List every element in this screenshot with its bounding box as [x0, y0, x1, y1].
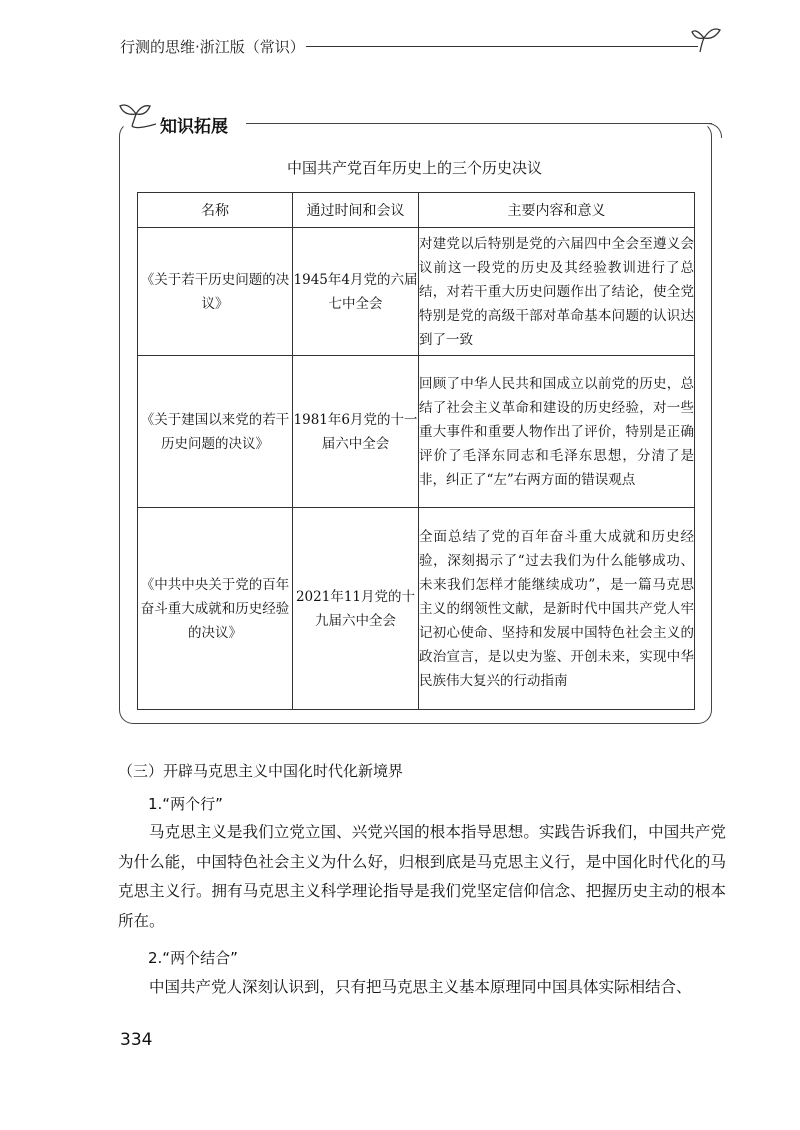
- subheading-two-jiehe: 2.“两个结合”: [148, 949, 238, 967]
- resolution-content: 对建党以后特别是党的六届四中全会至遵义会议前这一段党的历史及其经验教训进行了总结，对若干重大历史问题作出了结论，使全党特别是党的高级干部对革命基本问题的认识达到了一致: [419, 228, 695, 356]
- paragraph-1: 马克思主义是我们立党立国、兴党兴国的根本指导思想。实践告诉我们，中国共产党为什么能，中国特色社会主义为什么好，归根到底是马克思主义行，是中国化时代化的马克思主义行。拥有马克思主义科学理论指导是我们党坚定信仰信念、把握历史主动的根本所在。: [118, 823, 726, 930]
- table-row: [138, 356, 695, 508]
- paragraph-2: 中国共产党人深刻认识到，只有把马克思主义基本原理同中国具体实际相结合、: [149, 978, 692, 996]
- resolution-meeting: 1945年4月党的六届七中全会: [293, 228, 419, 356]
- table-header-row: [138, 193, 695, 228]
- column-header: 名称: [138, 193, 293, 228]
- header-rule: [306, 46, 698, 47]
- page-number: 334: [120, 1030, 153, 1050]
- leaf-icon: [116, 98, 156, 132]
- box-top-rule: [246, 123, 712, 124]
- resolution-content: 回顾了中华人民共和国成立以前党的历史，总结了社会主义革命和建设的历史经验，对一些重大事件和重要人物作出了评价，特别是正确评价了毛泽东同志和毛泽东思想，分清了是非，纠正了“左”右两方面的错误观点: [419, 356, 695, 508]
- sprout-icon: [690, 22, 724, 56]
- resolution-name: 《关于若干历史问题的决议》: [138, 228, 293, 356]
- column-header: 通过时间和会议: [293, 193, 419, 228]
- section-label: 知识拓展: [156, 112, 232, 137]
- resolution-meeting: 2021年11月党的十九届六中全会: [293, 508, 419, 710]
- table-title: 中国共产党百年历史上的三个历史决议: [286, 159, 542, 177]
- knowledge-box-header: [112, 104, 722, 140]
- table-row: [138, 508, 695, 710]
- header-title: 行测的思维·浙江版（常识）: [120, 38, 305, 56]
- column-header: 主要内容和意义: [419, 193, 695, 228]
- resolution-name: 《中共中央关于党的百年奋斗重大成就和历史经验的决议》: [138, 508, 293, 710]
- running-header: [120, 36, 720, 58]
- section-heading: （三）开辟马克思主义中国化时代化新境界: [118, 762, 404, 780]
- subheading-two-xing: 1.“两个行”: [148, 795, 223, 813]
- resolution-meeting: 1981年6月党的十一届六中全会: [293, 356, 419, 508]
- resolution-content: 全面总结了党的百年奋斗重大成就和历史经验，深刻揭示了“过去我们为什么能够成功、未来我们怎样才能继续成功”，是一篇马克思主义的纲领性文献，是新时代中国共产党人牢记初心使命、坚持和发展中国特色社会主义的政治宣言，是以史为鉴、开创未来，实现中华民族伟大复兴的行动指南: [419, 508, 695, 710]
- resolution-name: 《关于建国以来党的若干历史问题的决议》: [138, 356, 293, 508]
- table-row: [138, 228, 695, 356]
- box-corner: [707, 123, 722, 138]
- resolutions-table: [137, 192, 695, 710]
